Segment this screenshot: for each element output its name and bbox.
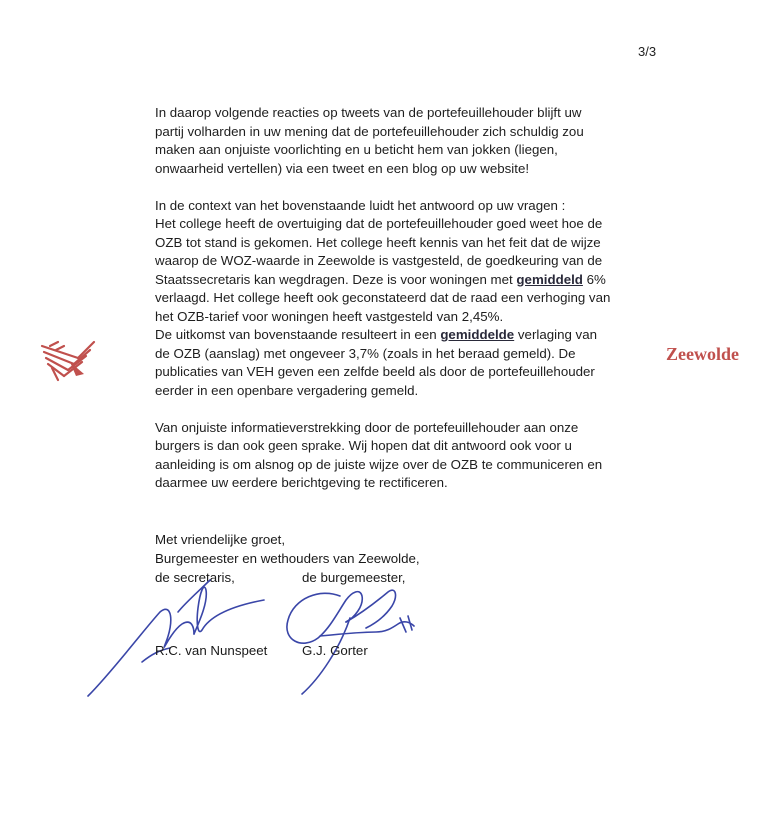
text-line xyxy=(155,326,635,345)
text-line: maken aan onjuiste voorlichting en u beticht hem van jokken (liegen, xyxy=(155,142,558,157)
zeewolde-logo-icon xyxy=(38,338,98,382)
signature-secretary xyxy=(82,572,282,702)
text-segment: Staatssecretaris kan wegdragen. Deze is voor woningen met xyxy=(155,271,517,287)
text-line: aanleiding is om alsnog op de juiste wijze over de OZB te communiceren en xyxy=(155,456,603,472)
role-mayor: de burgemeester, xyxy=(302,570,406,585)
text-segment: De uitkomst van bovenstaande resulteert in een xyxy=(155,327,441,342)
signatories: Burgemeester en wethouders van Zeewolde, xyxy=(155,551,420,566)
text-line: daarmee uw eerdere berichtgeving te rectificeren. xyxy=(155,475,448,490)
page-number: 3/3 xyxy=(638,44,657,59)
signatory-names xyxy=(155,643,368,658)
text-line: waarop de WOZ-waarde in Zeewolde is vastgesteld, de goedkeuring van de xyxy=(155,253,603,268)
text-line: burgers is dan ook geen sprake. Wij hopen dat dit antwoord ook voor u xyxy=(155,438,572,453)
paragraph-3 xyxy=(155,419,635,493)
text-line: In daarop volgende reacties op tweets van de portefeuillehouder blijft uw xyxy=(155,105,582,120)
text-line: publicaties van VEH geven een zelfde beeld als door de portefeuillehouder xyxy=(155,364,595,379)
text-segment: 6% xyxy=(582,271,606,287)
paragraph-2 xyxy=(155,197,635,401)
signature-mayor xyxy=(280,578,430,698)
greeting: Met vriendelijke groet, xyxy=(155,532,286,547)
text-line: In de context van het bovenstaande luidt het antwoord op uw vragen : xyxy=(155,197,566,213)
emphasis-gemiddeld: gemiddeld xyxy=(516,271,583,287)
text-line: OZB tot stand is gekomen. Het college heeft kennis van het feit dat de wijze xyxy=(155,234,601,250)
text-line: onwaarheid vertellen) via een tweet en een blog op uw website! xyxy=(155,160,530,176)
text-segment: verlaging van xyxy=(514,327,597,342)
text-line: eerder in een openbare vergadering gemeld. xyxy=(155,382,419,398)
role-secretary: de secretaris, xyxy=(155,570,235,585)
emphasis-gemiddelde: gemiddelde xyxy=(440,327,515,342)
letter-body xyxy=(155,104,635,511)
text-line: Het college heeft de overtuiging dat de portefeuillehouder goed weet hoe de xyxy=(155,216,603,231)
name-mayor: G.J. Gorter xyxy=(302,643,368,658)
name-secretary: R.C. van Nunspeet xyxy=(155,643,268,658)
text-line: verlaagd. Het college heeft ook geconstateerd dat de raad een verhoging van xyxy=(155,290,611,305)
text-line: partij volharden in uw mening dat de portefeuillehouder zich schuldig zou xyxy=(155,123,584,139)
text-line: Van onjuiste informatieverstrekking door de portefeuillehouder aan onze xyxy=(155,419,579,435)
text-line: de OZB (aanslag) met ongeveer 3,7% (zoals in het beraad gemeld). De xyxy=(155,345,576,361)
text-line: het OZB-tarief voor woningen heeft vastgesteld van 2,45%. xyxy=(155,308,504,324)
text-line xyxy=(155,271,635,290)
paragraph-1 xyxy=(155,104,635,178)
zeewolde-logo-text: Zeewolde xyxy=(666,344,739,364)
